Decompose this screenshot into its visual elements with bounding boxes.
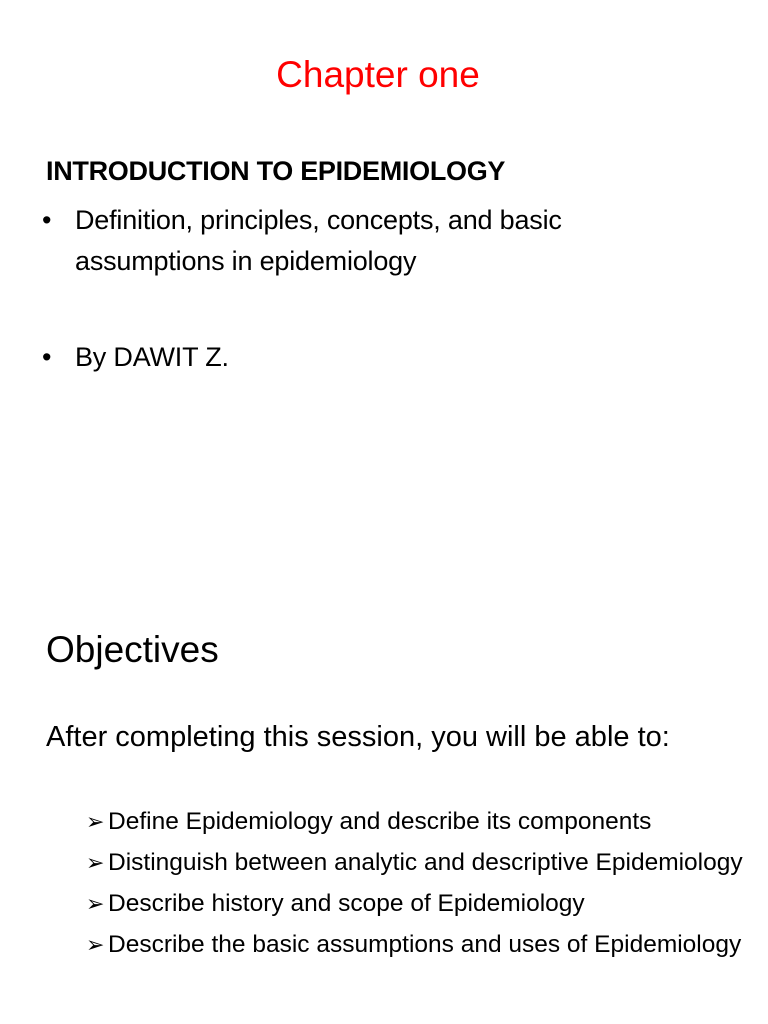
arrow-bullet-icon: ➢: [86, 932, 105, 957]
list-item: [42, 337, 682, 378]
arrow-bullet-icon: ➢: [86, 891, 105, 916]
chapter-subtitle: INTRODUCTION TO EPIDEMIOLOGY: [46, 156, 506, 186]
objective-text: Distinguish between analytic and descriptive Epidemiology: [108, 849, 743, 876]
objectives-list: [86, 803, 746, 967]
bullet-list: [42, 337, 682, 378]
list-item: [86, 885, 746, 922]
bullet-list: [42, 200, 682, 282]
bullet-icon: •: [42, 205, 52, 235]
objective-text: Describe history and scope of Epidemiology: [108, 890, 585, 917]
arrow-bullet-icon: ➢: [86, 850, 105, 875]
intro-text: After completing this session, you will be able to:: [46, 721, 670, 753]
objectives-heading: Objectives: [46, 629, 219, 670]
list-item: [42, 200, 682, 282]
list-item: [86, 844, 746, 881]
arrow-bullet-icon: ➢: [86, 809, 105, 834]
objective-text: Describe the basic assumptions and uses of Epidemiology: [108, 931, 742, 958]
bullet-text: Definition, principles, concepts, and basic assumptions in epidemiology: [75, 205, 562, 276]
bullet-icon: •: [42, 342, 52, 372]
author-text: By DAWIT Z.: [75, 342, 229, 372]
objectives-intro: [16, 717, 726, 758]
list-item: [86, 926, 746, 963]
objective-text: Define Epidemiology and describe its components: [108, 808, 652, 835]
chapter-title: Chapter one: [276, 54, 480, 95]
list-item: [86, 803, 746, 840]
